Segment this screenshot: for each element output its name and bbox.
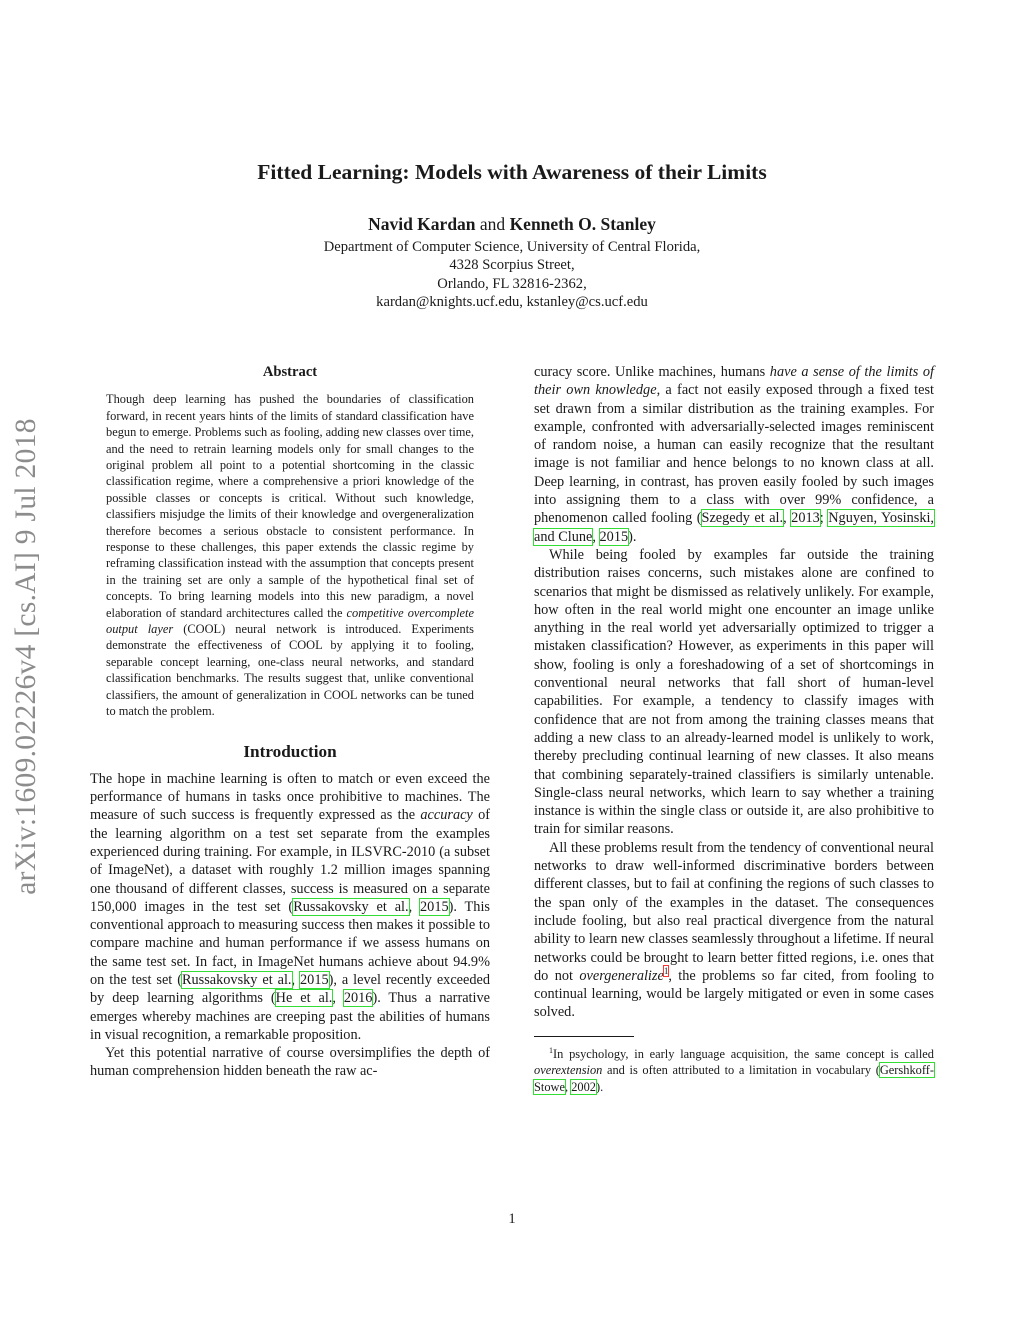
author-1: Navid Kardan bbox=[368, 214, 476, 234]
footnote-text: ). bbox=[595, 1079, 604, 1094]
emphasis-text: overextension bbox=[534, 1063, 603, 1078]
citation-link[interactable]: Gershkoff-Stowe bbox=[534, 1063, 934, 1094]
citation-link[interactable]: Russakovsky et al. bbox=[293, 898, 409, 915]
citation-year-link[interactable]: 2013 bbox=[791, 510, 820, 527]
intro-paragraph-1 bbox=[90, 770, 490, 1044]
paragraph-text: The hope in machine learning is often to match or even exceed the performance of humans in tasks once prohibitive to machines. The measure of such success is frequently expressed as the bbox=[90, 770, 490, 824]
arxiv-id[interactable]: arXiv:1609.02226v4 [cs.AI] 9 Jul 2018 bbox=[9, 417, 42, 895]
affiliation-line: 4328 Scorpius Street, bbox=[449, 257, 575, 274]
footnote-link[interactable]: 1 bbox=[663, 966, 669, 977]
paragraph-text: , bbox=[408, 898, 421, 915]
author-connector: and bbox=[479, 214, 506, 234]
intro-paragraph-2-start: Yet this potential narrative of course oversimplifies the depth of human comprehension hidden beneath the raw ac- bbox=[90, 1045, 490, 1080]
citation-link[interactable]: Szegedy et al. bbox=[701, 510, 784, 527]
section-heading-introduction: Introduction bbox=[243, 742, 337, 762]
right-column bbox=[534, 363, 934, 1095]
affiliation-line: Department of Computer Science, University of Central Florida, bbox=[323, 239, 701, 255]
citation-year-link[interactable]: 2015 bbox=[420, 898, 449, 915]
paragraph-text: , the problems so far cited, from fooling to continual learning, would be largely mitigated or even in some cases solved. bbox=[534, 967, 934, 1021]
citation-link[interactable]: Russakovsky et al. bbox=[181, 971, 292, 988]
paragraph-text: curacy score. Unlike machines, humans bbox=[534, 364, 770, 380]
intro-paragraph-2-cont bbox=[534, 363, 934, 546]
citation-year-link[interactable]: 2016 bbox=[343, 990, 373, 1007]
citation-link[interactable]: Nguyen, Yosinski, and Clune bbox=[534, 510, 935, 545]
paragraph-text: ), a level recently exceeded by deep learning algorithms ( bbox=[90, 971, 490, 1007]
footnote-number: 1 bbox=[549, 1045, 553, 1055]
paragraph-text: All these problems result from the tendency of conventional neural networks to draw well-informed discriminative borders between different classes, but to fail at confining the regions of such classes to the span only of the examples in the dataset. The consequences include fooling, but also real practical divergence from the natural ability to learn new classes seamlessly throughout a lifetime. If neural networks could be brought to learn better fitted regions, i.e. ones that do not bbox=[534, 839, 934, 984]
author-line bbox=[100, 214, 924, 235]
left-column bbox=[90, 363, 490, 1081]
page-number: 1 bbox=[508, 1211, 516, 1227]
citation-link[interactable]: He et al. bbox=[275, 990, 333, 1007]
affiliation-line: Orlando, FL 32816-2362, bbox=[437, 275, 587, 292]
citation-year-link[interactable]: 2002 bbox=[571, 1079, 596, 1094]
abstract-body bbox=[106, 391, 474, 719]
footnote-text: In psychology, in early language acquisition, the same concept is called bbox=[553, 1046, 934, 1061]
footnote bbox=[534, 1043, 934, 1095]
citation-year-link[interactable]: 2015 bbox=[300, 971, 329, 988]
paragraph-text: , bbox=[783, 510, 792, 527]
abstract-heading: Abstract bbox=[262, 364, 318, 380]
emphasis-text: have a sense of the limits of their own knowledge bbox=[534, 364, 934, 399]
paragraph-text: , a fact not easily exposed through a fixed test set drawn from a similar distribution as the training examples. For example, confronted with adversarially-selected images reminiscent of random noise, a human can easily recognize that the resultant image is not familiar and hence belongs to no known class at all. Deep learning, in contrast, has proven easily fooled by such images into assigning them to a class with over 99% confidence, a phenomenon called fooling ( bbox=[534, 382, 935, 527]
paragraph-text: of the learning algorithm on a test set separate from the examples experienced during training. For example, in ILSVRC-2010 (a subset of ImageNet), a dataset with roughly 1.2 million images spanning one thousand of different classes, success is measured on a separate 150,000 images in the test set ( bbox=[90, 807, 491, 915]
paragraph-text: , bbox=[592, 528, 600, 545]
paragraph-text: ). Thus a narrative emerges whereby machines are creeping past the abilities of humans in visual recognition, a remarkable proposition. bbox=[90, 990, 490, 1043]
abstract-emphasis: competitive overcomplete output layer bbox=[106, 605, 474, 636]
paragraph-text: ). This conventional approach to measuring success then makes it possible to compare machine and human performance if we assess humans on the same test set. In fact, in ImageNet humans achieve about 94.9% on the test set ( bbox=[90, 898, 490, 988]
footnote-text: , bbox=[564, 1079, 572, 1094]
emphasis-text: accuracy bbox=[420, 807, 473, 824]
citation-year-link[interactable]: 2015 bbox=[599, 528, 629, 545]
author-emails: kardan@knights.ucf.edu, kstanley@cs.ucf.edu bbox=[376, 294, 648, 311]
abstract-text: (COOL) neural network is introduced. Experiments demonstrate the effectiveness of COOL by applying it to fooling, separable concept learning, one-class neural networks, and standard classification benchmarks. The results suggest that, unlike conventional classifiers, the amount of generalization in COOL networks can be tuned to match the problem. bbox=[106, 621, 474, 719]
intro-paragraph-3: While being fooled by examples far outside the training distribution raises concerns, such mistakes alone are confined to scenarios that might be dismissed as relatively unlikely. For example, how often in the real world might one encounter an image unlike anything in the real world yet adversarially optimized to trigger a mistaken classification? However, as experiments in this paper will show, fooling is only a foreshadowing of a set of shortcomings in conventional neural networks that fall short of human-level capabilities. For example, a tendency to classify images with confidence that are not from among the training classes means that adding a new class to an already-learned model is unlikely to work, thereby precluding continual learning of new classes. It also means that combining separately-trained classifiers is similarly untenable. Single-class neural networks, which learn to say whether a training instance is within the single class or outside it, are also prohibitive to train for similar reasons. bbox=[534, 546, 934, 838]
arxiv-stamp bbox=[4, 376, 48, 936]
abstract-text: Though deep learning has pushed the boundaries of classification forward, in recent years hints of the limits of standard classification have begun to emerge. Problems such as fooling, adding new classes over time, and the need to retrain learning models only for small changes to the original problem all point to a potential shortcoming in the classic classification regime, where a comprehensive a priori knowledge of the possible classes or concepts is critical. Without such knowledge, classifiers misjudge the limits of their knowledge and overgeneralization therefore becomes a serious obstacle to consistent performance. In response to these challenges, this paper extends the classic regime by reframing classification instead with the assumption that concepts present in the training set are only a sample of the hypothetical final set of concepts. To bring learning models into this new paradigm, a novel elaboration of standard architectures called the bbox=[106, 392, 474, 620]
intro-paragraph-4 bbox=[534, 839, 934, 1022]
paragraph-text: ; bbox=[819, 510, 829, 527]
emphasis-text: overgeneralize bbox=[579, 967, 664, 984]
footnote-text: and is often attributed to a limitation in vocabulary ( bbox=[602, 1063, 880, 1078]
paragraph-text: ). bbox=[628, 528, 637, 545]
paper-title: Fitted Learning: Models with Awareness of their Limits bbox=[257, 160, 767, 184]
author-2: Kenneth O. Stanley bbox=[509, 214, 656, 234]
paragraph-text: , bbox=[332, 990, 344, 1007]
paragraph-text: , bbox=[291, 971, 301, 988]
footnote-divider bbox=[534, 1036, 634, 1037]
affiliation bbox=[100, 238, 924, 312]
